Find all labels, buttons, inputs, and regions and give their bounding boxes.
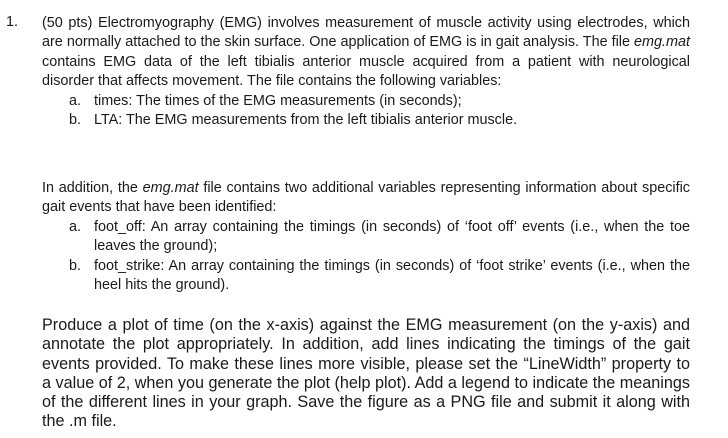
addition-text: In addition, the — [42, 180, 143, 196]
file-name: emg.mat — [634, 34, 690, 51]
list-item-text: foot_off: An array containing the timings (in seconds) of ‘foot off’ events (i.e., when the toe leaves the ground); — [94, 218, 690, 255]
addition-section — [42, 179, 690, 295]
list-item — [42, 218, 690, 257]
list-item-text: LTA: The EMG measurements from the left tibialis anterior muscle. — [94, 112, 518, 129]
file-name: emg.mat — [142, 180, 199, 196]
intro-text: (50 pts) Electromyography (EMG) involves measurement of muscle activity using electrodes, which are normally attached to the skin surface. One application of EMG is in gait analysis. The file — [42, 15, 690, 51]
intro-text-tail: contains EMG data of the left tibialis anterior muscle acquired from a patient with neurological disorder that affects movement. The file contains the following variables: — [42, 53, 690, 90]
list-item — [42, 111, 690, 130]
list-marker: a. — [69, 218, 82, 235]
list-item-text: times: The times of the EMG measurements (in seconds); — [94, 92, 462, 109]
list-marker: a. — [69, 92, 82, 109]
intro-paragraph — [42, 14, 690, 92]
list-item — [42, 92, 690, 111]
variables-list — [42, 92, 690, 131]
task-paragraph: Produce a plot of time (on the x-axis) against the EMG measurement (on the y-axis) and annotate the plot appropriately. In addition, add lines indicating the timings of the gait events provided. To make these lines more visible, please set the “LineWidth” property to a value of 2, when you generate the plot (help plot). Add a legend to indicate the meanings of the different lines in your graph. Save the figure as a PNG file and submit it along with the .m file. — [42, 316, 690, 431]
question-number: 1. — [6, 14, 19, 30]
list-marker: b. — [69, 112, 82, 129]
addition-text-tail: file contains two additional variables representing information about specific gait events that have been identified: — [42, 180, 690, 216]
list-item — [42, 257, 690, 296]
intro-section — [42, 14, 690, 130]
list-marker: b. — [69, 257, 82, 274]
list-item-text: foot_strike: An array containing the timings (in seconds) of ‘foot strike’ events (i.e., when the heel hits the ground). — [94, 257, 690, 294]
events-list — [42, 218, 690, 296]
addition-paragraph — [42, 179, 690, 218]
